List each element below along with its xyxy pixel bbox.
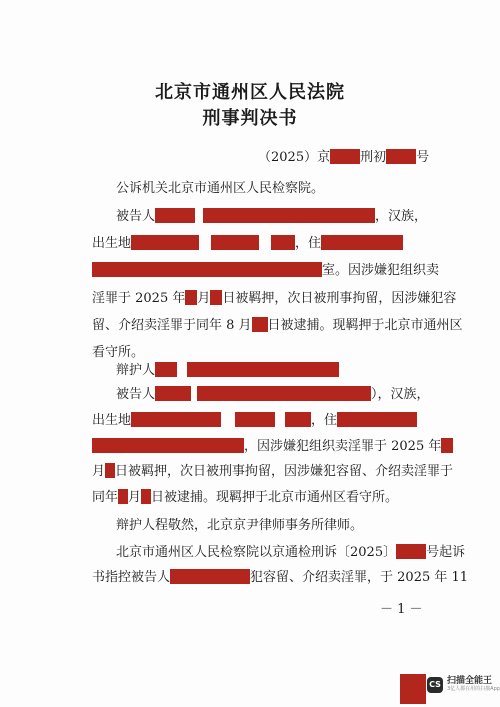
redaction [386, 149, 416, 164]
redaction [441, 438, 453, 453]
redaction [155, 386, 191, 401]
watermark-subtitle: 3亿人都在用的扫描App [447, 686, 500, 692]
redaction [155, 208, 195, 223]
prosecution-line-1: 北京市通州区人民检察院以京通检刑诉〔2025〕 号起诉 [116, 545, 466, 560]
redaction [187, 362, 339, 377]
watermark-name: 扫描全能王 [447, 676, 493, 686]
page-number: － 1 － [380, 602, 423, 617]
redaction [396, 544, 426, 559]
redaction [105, 463, 115, 478]
defendant-1-line-5: 留、介绍卖淫罪于同年 8 月 日被逮捕。现羁押于北京市通州区 [92, 318, 463, 333]
prosecution-line-2: 书指控被告人 犯容留、介绍卖淫罪，于 2025 年 11 [92, 570, 469, 585]
redaction [131, 235, 199, 250]
defendant-1-line-1: 被告人 ，汉族， [116, 209, 428, 224]
redaction [330, 149, 360, 164]
defendant-2-line-5: 同年 月 日被逮捕。现羁押于北京市通州区看守所。 [92, 490, 399, 505]
scanner-logo-icon: CS [427, 677, 443, 693]
redaction [197, 386, 371, 401]
redaction [118, 489, 128, 504]
defendant-1-line-6: 看守所。 [92, 345, 145, 360]
prosecutor-line: 公诉机关北京市通州区人民检察院。 [116, 181, 325, 196]
defendant-1-line-2: 出生地 ，住 [92, 235, 403, 253]
defendant-2-line-4: 月 日被羁押，次日被刑事拘留，因涉嫌犯容留、介绍卖淫罪于 [92, 464, 454, 479]
redaction [210, 290, 222, 305]
document-type: 刑事判决书 [202, 108, 298, 129]
redaction [131, 412, 221, 427]
defendant-1-line-3: 室。因涉嫌犯组织卖 [92, 262, 439, 280]
redaction [235, 412, 275, 427]
redaction [211, 235, 259, 250]
redaction [271, 235, 295, 250]
lawyer-2-line: 辩护人程敬然，北京京尹律师事务所律师。 [116, 518, 364, 533]
case-number: （2025）京 刑初 号 [258, 150, 430, 165]
redaction [170, 569, 250, 584]
defendant-1-line-4: 淫罪于 2025 年 月 日被羁押，次日被刑事拘留，因涉嫌犯容 [92, 291, 457, 306]
defendant-2-line-1: 被告人 ），汉族， [116, 387, 430, 402]
scanner-watermark [427, 676, 500, 693]
redaction [252, 317, 268, 332]
redaction [92, 438, 244, 453]
redaction [203, 208, 375, 223]
redaction [400, 674, 426, 704]
lawyer-1-line: 辩护人 [116, 362, 339, 380]
redaction [155, 362, 177, 377]
court-name: 北京市通州区人民法院 [155, 82, 345, 103]
redaction [321, 235, 403, 250]
redaction [285, 412, 311, 427]
redaction [185, 290, 197, 305]
redaction [337, 412, 417, 427]
redaction [92, 262, 322, 277]
defendant-2-line-2: 出生地 ，住 [92, 412, 417, 430]
redaction [141, 489, 151, 504]
defendant-2-line-3: ，因涉嫌犯组织卖淫罪于 2025 年 [92, 438, 453, 456]
